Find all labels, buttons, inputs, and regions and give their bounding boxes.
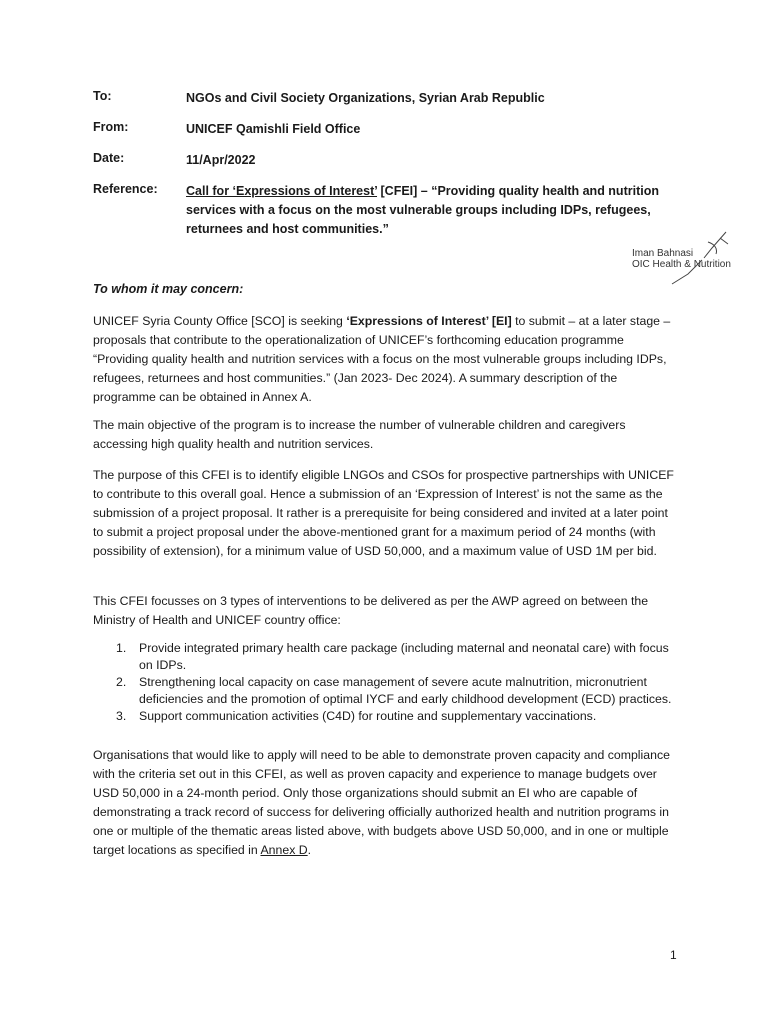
date-label: Date: (93, 151, 125, 165)
reference-rest: [CFEI] – “Providing quality health and nutrition services with a focus on the most vulnerable groups including IDPs, refugees, returnees and host communities.” (186, 184, 659, 236)
interventions-list (93, 640, 681, 726)
signature-title: OIC Health & Nutrition (632, 259, 731, 270)
intro-rest: to submit – at a later stage – proposals that contribute to the operationalization of UNICEF’s forthcoming education programme “Providing quality health and nutrition services with a focus on the most vulnerable groups including IDPs, refugees, returnees and host communities.” (Jan 2023- Dec 2024). A summary description of the programme can be obtained in Annex A. (93, 314, 671, 404)
reference-label: Reference: (93, 182, 158, 196)
paragraph-intro (93, 312, 681, 407)
signature-name: Iman Bahnasi (632, 248, 694, 259)
to-value: NGOs and Civil Society Organizations, Syrian Arab Republic (186, 91, 545, 105)
from-label: From: (93, 120, 129, 134)
reference-value (186, 182, 666, 239)
paragraph-purpose: The purpose of this CFEI is to identify eligible LNGOs and CSOs for prospective partnerships with UNICEF to contribute to this overall goal. Hence a submission of an ‘Expression of Interest’ is not the same as the submission of a project proposal. It rather is a prerequisite for being considered and invited at a later point to submit a project proposal under the above-mentioned grant for a maximum period of 24 months (with possibility of extension), for a minimum value of USD 50,000, and a maximum value of USD 1M per bid. (93, 468, 674, 558)
paragraph-interventions-intro: This CFEI focusses on 3 types of interventions to be delivered as per the AWP agreed on between the Ministry of Health and UNICEF country office: (93, 594, 649, 627)
intro-lead: UNICEF Syria County Office [SCO] is seeking (93, 314, 347, 328)
date-value: 11/Apr/2022 (186, 153, 256, 167)
signature-block (632, 248, 731, 270)
greeting: To whom it may concern: (93, 282, 244, 296)
intro-bold: ‘Expressions of Interest’ [EI] (346, 314, 512, 328)
reference-link[interactable]: Call for ‘Expressions of Interest’ (186, 184, 378, 198)
paragraph-objective: The main objective of the program is to increase the number of vulnerable children and caregivers accessing high quality health and nutrition services. (93, 418, 626, 451)
paragraph-eligibility: Organisations that would like to apply will need to be able to demonstrate proven capacity and compliance with the criteria set out in this CFEI, as well as proven capacity and experience to manage budgets over USD 50,000 in a 24-month period. Only those organizations should submit an EI who are capable of demonstrating a track record of success for delivering officially authorized health and nutrition programs in one or multiple of the thematic areas listed above, with budgets above USD 50,000, and in one or multiple target locations as specified in Annex D. (93, 748, 670, 857)
eligibility-text: Organisations that would like to apply will need to be able to demonstrate proven capacity and compliance with the criteria set out in this CFEI, as well as proven capacity and experience to manage budgets over USD 50,000 in a 24-month period. Only those organizations should submit an EI who are capable of demonstrating a track record of success for delivering officially authorized health and nutrition programs in one or multiple of the thematic areas listed above, with budgets above USD 50,000, and in one or multiple target locations as specified in (93, 748, 670, 857)
page-number: 1 (670, 948, 677, 962)
to-label: To: (93, 89, 112, 103)
list-item: 2. Strengthening local capacity on case management of severe acute malnutrition, micronutrient deficiencies and the promotion of optimal IYCF and early childhood development (ECD) practices. (116, 675, 672, 706)
list-item: 3. Support communication activities (C4D) for routine and supplementary vaccinations. (116, 709, 597, 723)
annex-d-link[interactable]: Annex D (260, 843, 308, 857)
from-value: UNICEF Qamishli Field Office (186, 122, 361, 136)
list-item: 1. Provide integrated primary health care package (including maternal and neonatal care) with focus on IDPs. (116, 641, 669, 672)
